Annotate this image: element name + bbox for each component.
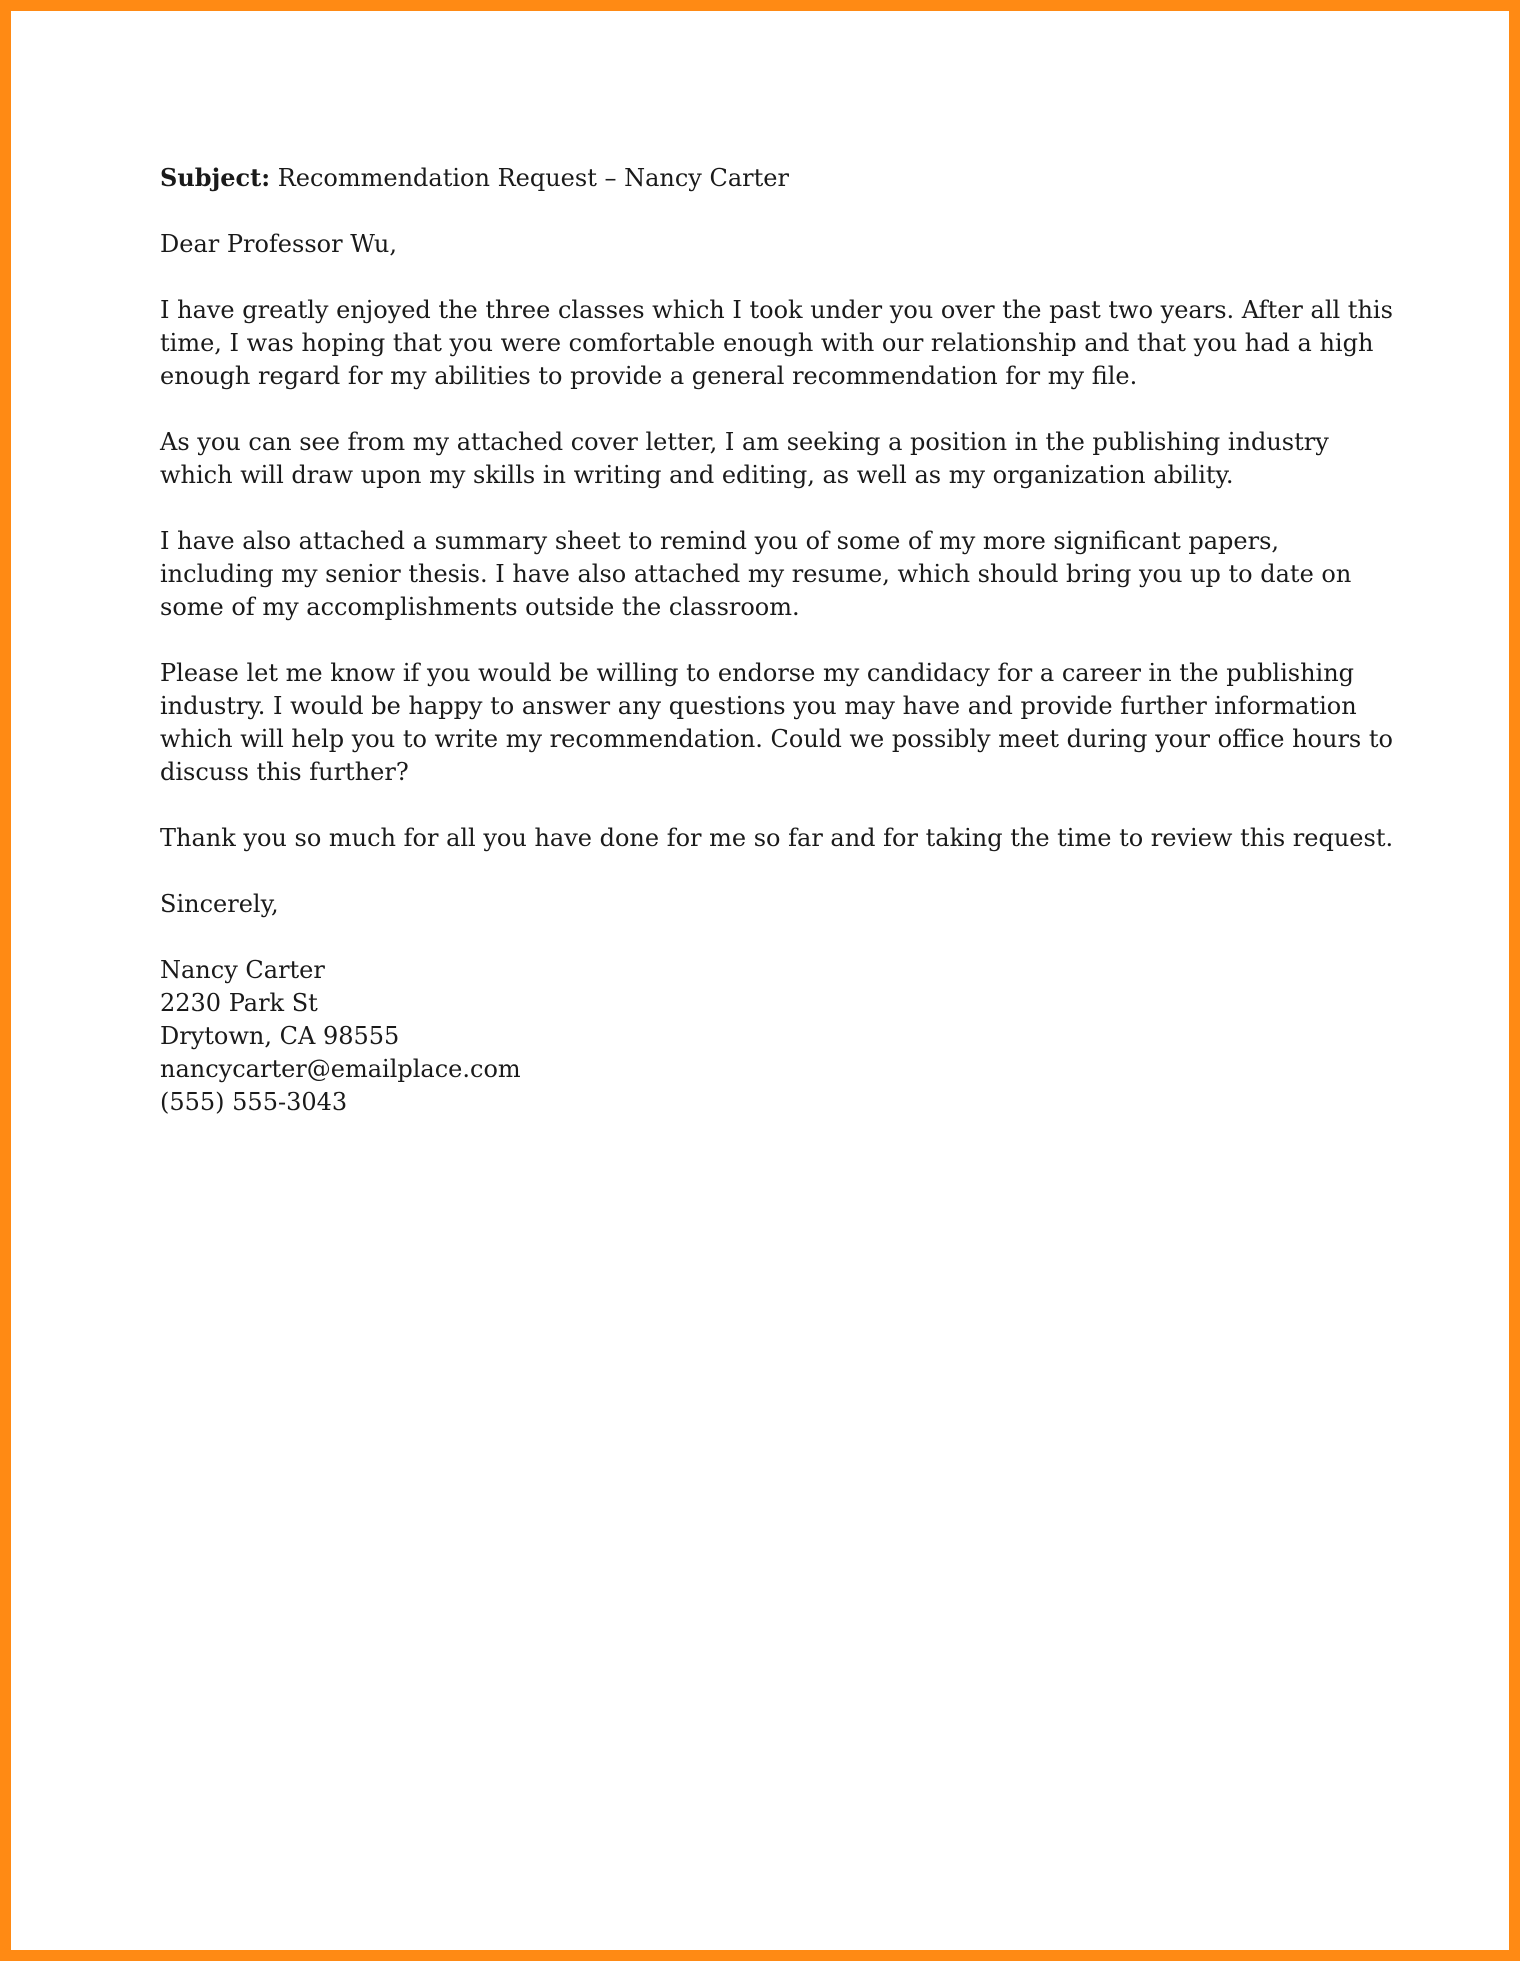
closing: Sincerely,	[160, 890, 279, 918]
subject-label: Subject:	[160, 163, 271, 192]
subject-text: Recommendation Request – Nancy Carter	[270, 164, 789, 192]
signature-name: Nancy Carter	[160, 956, 325, 984]
greeting: Dear Professor Wu,	[160, 230, 397, 258]
paragraph-intro: I have greatly enjoyed the three classes which I took under you over the past two years. After all this time, I was hoping that you were comfortable enough with our relationship and that you had a high enough regard for my abilities to provide a general recommendation for my file.	[160, 296, 1393, 390]
letter-body	[160, 161, 1400, 1119]
paragraph-attachments: I have also attached a summary sheet to remind you of some of my more significant papers, including my senior thesis. I have also attached my resume, which should bring you up to date on some of my accomplishments outside the classroom.	[160, 527, 1352, 621]
signature-block	[160, 954, 1400, 1119]
signature-city: Drytown, CA 98555	[160, 1022, 400, 1050]
signature-phone: (555) 555-3043	[160, 1088, 348, 1116]
paragraph-position: As you can see from my attached cover letter, I am seeking a position in the publishing industry which will draw upon my skills in writing and editing, as well as my organization ability.	[160, 428, 1329, 489]
paragraph-request: Please let me know if you would be willing to endorse my candidacy for a career in the publishing industry. I would be happy to answer any questions you may have and provide further information which will help you to write my recommendation. Could we possibly meet during your office hours to discuss this further?	[160, 659, 1393, 786]
subject-line	[160, 161, 1400, 195]
paragraph-thanks: Thank you so much for all you have done for me so far and for taking the time to review this request.	[160, 824, 1394, 852]
signature-email: nancycarter@emailplace.com	[160, 1055, 521, 1083]
signature-street: 2230 Park St	[160, 989, 318, 1017]
